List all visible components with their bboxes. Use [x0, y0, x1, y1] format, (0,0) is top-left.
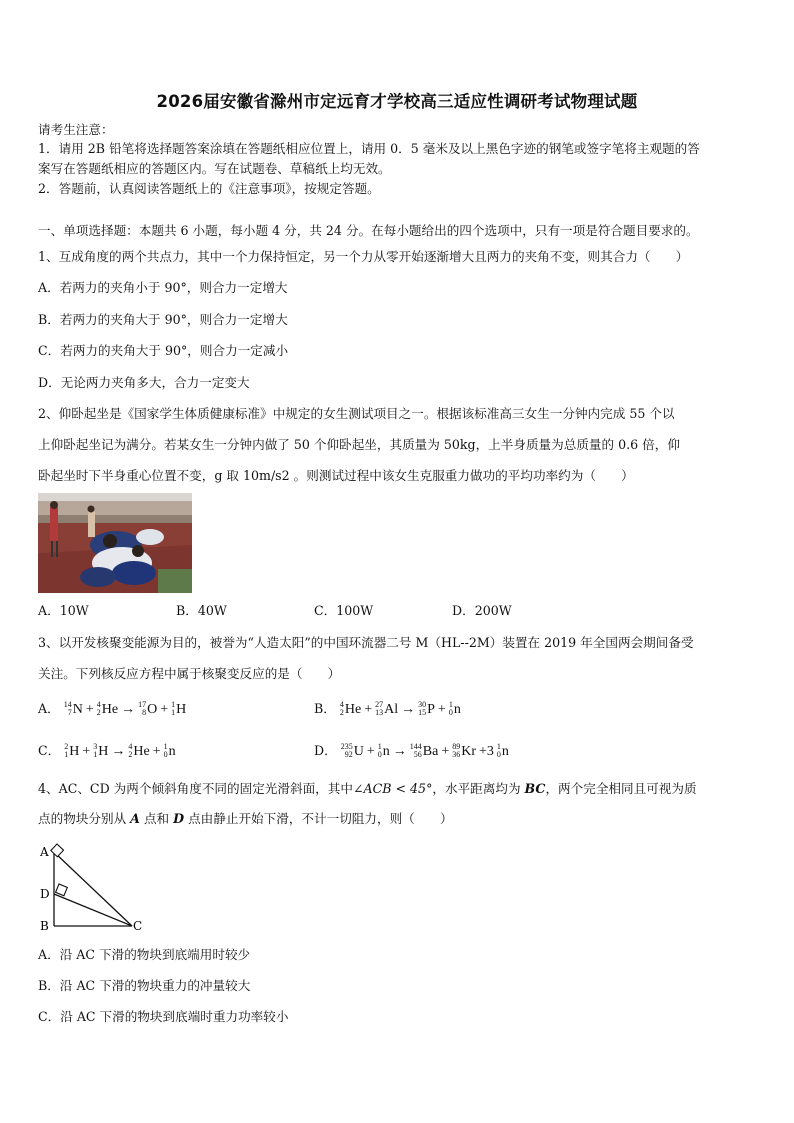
nuclide — [340, 741, 364, 759]
notice-item-1-line-2: 案写在答题纸相应的答题区内。写在试题卷、草稿纸上均无效。 — [38, 161, 391, 176]
mass-number: 2 — [64, 741, 69, 751]
nuclide-numbers — [97, 701, 101, 717]
q4-bc-label: BC — [524, 781, 546, 796]
notice-item-2: 2．答题前，认真阅读答题纸上的《注意事项》，按规定答题。 — [38, 181, 380, 196]
notice-heading: 请考生注意： — [38, 122, 114, 137]
nuclide-numbers — [341, 743, 353, 759]
q4-line2-part-c: 点由静止开始下滑，不计一切阻力，则（ ） — [184, 811, 453, 826]
q3-option-b — [314, 700, 461, 719]
q1-option-b: B．若两力的夹角大于 90°，则合力一定增大 — [38, 312, 288, 327]
mass-number: 1 — [163, 741, 168, 751]
q3-option-d — [314, 742, 509, 761]
equation-operator: + — [364, 702, 373, 717]
mass-number: 1 — [496, 741, 501, 751]
q3-stem-line-2: 关注。下列核反应方程中属于核聚变反应的是（ ） — [38, 666, 341, 681]
atomic-number: 36 — [452, 749, 461, 759]
q2-option-a: A．10W — [38, 603, 89, 618]
equation-operator: + — [152, 744, 161, 759]
section-1-heading: 一、单项选择题：本题共 6 小题，每小题 4 分，共 24 分。在每小题给出的四个选项中，只有一项是符合题目要求的。 — [38, 223, 699, 238]
nuclide-numbers — [138, 701, 146, 717]
q3-option-c-label: C． — [38, 743, 61, 758]
nuclide — [138, 699, 158, 717]
atomic-number: 0 — [496, 749, 501, 759]
mass-number: 14 — [63, 699, 72, 709]
nuclide-numbers — [64, 701, 72, 717]
atomic-number: 56 — [413, 749, 422, 759]
atomic-number: 92 — [344, 749, 353, 759]
q2-stem-line-2: 上仰卧起坐记为满分。若某女生一分钟内做了 50 个仰卧起坐，其质量为 50kg，上半身质量为总质量的 0.6 倍，仰 — [38, 437, 680, 452]
mass-number: 235 — [340, 741, 353, 751]
nuclide — [418, 699, 435, 717]
q2-stem-line-1: 2、仰卧起坐是《国家学生体质健康标准》中规定的女生测试项目之一。根据该标准高三女生一分钟内完成 55 个以 — [38, 406, 675, 421]
q4-stem-line-2 — [38, 810, 760, 828]
atomic-number: 2 — [339, 707, 344, 717]
block-at-a — [51, 844, 64, 857]
element-symbol: N — [72, 702, 83, 717]
q4-line2-part-b: 点和 — [139, 811, 174, 826]
equation-operator: → — [121, 702, 136, 717]
mass-number: 1 — [448, 699, 453, 709]
q3-equation-a — [63, 699, 187, 717]
q4-option-a: A．沿 AC 下滑的物块到底端用时较少 — [38, 947, 251, 962]
nuclide-numbers — [375, 701, 383, 717]
label-a: A — [40, 845, 49, 859]
nuclide — [377, 741, 390, 759]
equation-operator: + — [437, 702, 446, 717]
q4-point-d: D — [173, 811, 185, 826]
element-symbol: O — [147, 702, 158, 717]
equation-operator: +3 — [479, 744, 494, 759]
nuclide-numbers — [410, 743, 422, 759]
situp-test-photo — [38, 493, 192, 593]
nuclide-numbers — [378, 743, 382, 759]
page-title: 2026届安徽省滁州市定远育才学校高三适应性调研考试物理试题 — [156, 92, 638, 111]
element-symbol: H — [69, 744, 80, 759]
nuclide-numbers — [497, 743, 501, 759]
label-b: B — [40, 919, 49, 932]
mass-number: 1 — [171, 699, 176, 709]
nuclide — [128, 741, 150, 759]
mass-number: 27 — [375, 699, 384, 709]
nuclide — [163, 741, 176, 759]
equation-operator: + — [441, 744, 450, 759]
atomic-number: 0 — [448, 707, 453, 717]
mass-number: 30 — [418, 699, 427, 709]
element-symbol: Kr — [461, 744, 476, 759]
q3-option-a-label: A． — [38, 701, 60, 716]
nuclide — [171, 699, 187, 717]
element-symbol: n — [453, 702, 461, 717]
nuclide — [96, 699, 119, 717]
q4-option-c: C．沿 AC 下滑的物块到底端时重力功率较小 — [38, 1009, 289, 1024]
label-c: C — [133, 919, 143, 932]
q3-option-d-label: D． — [314, 743, 337, 758]
nuclide — [63, 699, 83, 717]
q1-option-d: D．无论两力夹角多大，合力一定变大 — [38, 375, 250, 390]
nuclide-numbers — [340, 701, 344, 717]
equation-operator: + — [82, 744, 91, 759]
atomic-number: 8 — [142, 707, 147, 717]
q4-angle-condition: ∠ACB < 45° — [352, 781, 433, 796]
equation-operator: + — [160, 702, 169, 717]
atomic-number: 2 — [96, 707, 101, 717]
q3-stem-line-1: 3、以开发核聚变能源为目的，被誉为“人造太阳”的中国环流器二号 M（HL--2M）装置在 2019 年全国两会期间备受 — [38, 635, 694, 650]
q3-option-b-label: B． — [314, 701, 336, 716]
mass-number: 3 — [93, 741, 98, 751]
nuclide-numbers — [128, 743, 132, 759]
q4-line2-part-a: 点的物块分别从 — [38, 811, 131, 826]
q4-line1-part-a: 4、AC、CD 为两个倾斜角度不同的固定光滑斜面，其中 — [38, 781, 353, 796]
q3-option-c — [38, 742, 176, 761]
atomic-number: 0 — [163, 749, 168, 759]
q3-equation-d — [340, 741, 509, 759]
element-symbol: H — [98, 744, 109, 759]
equation-operator: + — [85, 702, 94, 717]
atomic-number: 0 — [377, 749, 382, 759]
element-symbol: H — [176, 702, 187, 717]
atomic-number: 1 — [93, 749, 98, 759]
mass-number: 4 — [339, 699, 344, 709]
q2-option-c: C．100W — [314, 603, 374, 618]
q4-line1-part-b: ，水平距离均为 — [432, 781, 525, 796]
nuclide-numbers — [452, 743, 460, 759]
q4-stem-line-1 — [38, 780, 760, 798]
element-symbol: n — [168, 744, 176, 759]
nuclide — [93, 741, 109, 759]
element-symbol: n — [501, 744, 509, 759]
atomic-number: 13 — [375, 707, 384, 717]
nuclide-numbers — [418, 701, 426, 717]
nuclide — [64, 741, 80, 759]
nuclide — [452, 741, 476, 759]
q1-option-a: A．若两力的夹角小于 90°，则合力一定增大 — [38, 280, 288, 295]
mass-number: 144 — [409, 741, 422, 751]
atomic-number: 7 — [67, 707, 72, 717]
q1-stem: 1、互成角度的两个共点力，其中一个力保持恒定，另一个力从零开始逐渐增大且两力的夹角不变，则其合力（ ） — [38, 249, 689, 264]
nuclide-numbers — [93, 743, 97, 759]
equation-operator: → — [401, 702, 416, 717]
nuclide-numbers — [449, 701, 453, 717]
mass-number: 4 — [128, 741, 133, 751]
nuclide-numbers — [164, 743, 168, 759]
nuclide-numbers — [64, 743, 68, 759]
element-symbol: He — [101, 702, 119, 717]
nuclide — [496, 741, 509, 759]
incline-diagram — [36, 840, 146, 932]
q1-option-c: C．若两力的夹角大于 90°，则合力一定减小 — [38, 343, 289, 358]
q3-option-a — [38, 700, 186, 719]
q4-point-a: A — [130, 811, 140, 826]
element-symbol: He — [344, 702, 362, 717]
element-symbol: He — [133, 744, 150, 759]
q3-equation-b — [339, 699, 461, 717]
q4-option-b: B．沿 AC 下滑的物块重力的冲量较大 — [38, 978, 251, 993]
q4-line1-part-c: ，两个完全相同且可视为质 — [545, 781, 697, 796]
nuclide — [448, 699, 461, 717]
atomic-number: 15 — [418, 707, 427, 717]
label-d: D — [40, 887, 50, 901]
equation-operator: + — [366, 744, 375, 759]
mass-number: 17 — [138, 699, 147, 709]
atomic-number: 2 — [128, 749, 133, 759]
q2-option-b: B．40W — [176, 603, 227, 618]
atomic-number: 1 — [64, 749, 69, 759]
element-symbol: Al — [384, 702, 399, 717]
element-symbol: U — [353, 744, 364, 759]
nuclide — [339, 699, 362, 717]
element-symbol: P — [427, 702, 435, 717]
nuclide — [409, 741, 439, 759]
block-at-d — [56, 884, 68, 896]
nuclide-numbers — [171, 701, 175, 717]
nuclide — [375, 699, 399, 717]
q3-equation-c — [64, 741, 176, 759]
equation-operator: → — [392, 744, 407, 759]
q2-stem-line-3: 卧起坐时下半身重心位置不变，g 取 10m/s2 。则测试过程中该女生克服重力做功的平均功率约为（ ） — [38, 468, 634, 483]
equation-operator: → — [111, 744, 126, 759]
q2-option-d: D．200W — [452, 603, 512, 618]
element-symbol: n — [382, 744, 390, 759]
mass-number: 4 — [96, 699, 101, 709]
mass-number: 1 — [377, 741, 382, 751]
atomic-number: 1 — [171, 707, 176, 717]
element-symbol: Ba — [422, 744, 439, 759]
incline-dc — [54, 894, 132, 926]
notice-item-1-line-1: 1．请用 2B 铅笔将选择题答案涂填在答题纸相应位置上，请用 0．5 毫米及以上黑色字迹的钢笔或签字笔将主观题的答 — [38, 141, 700, 156]
mass-number: 89 — [452, 741, 461, 751]
